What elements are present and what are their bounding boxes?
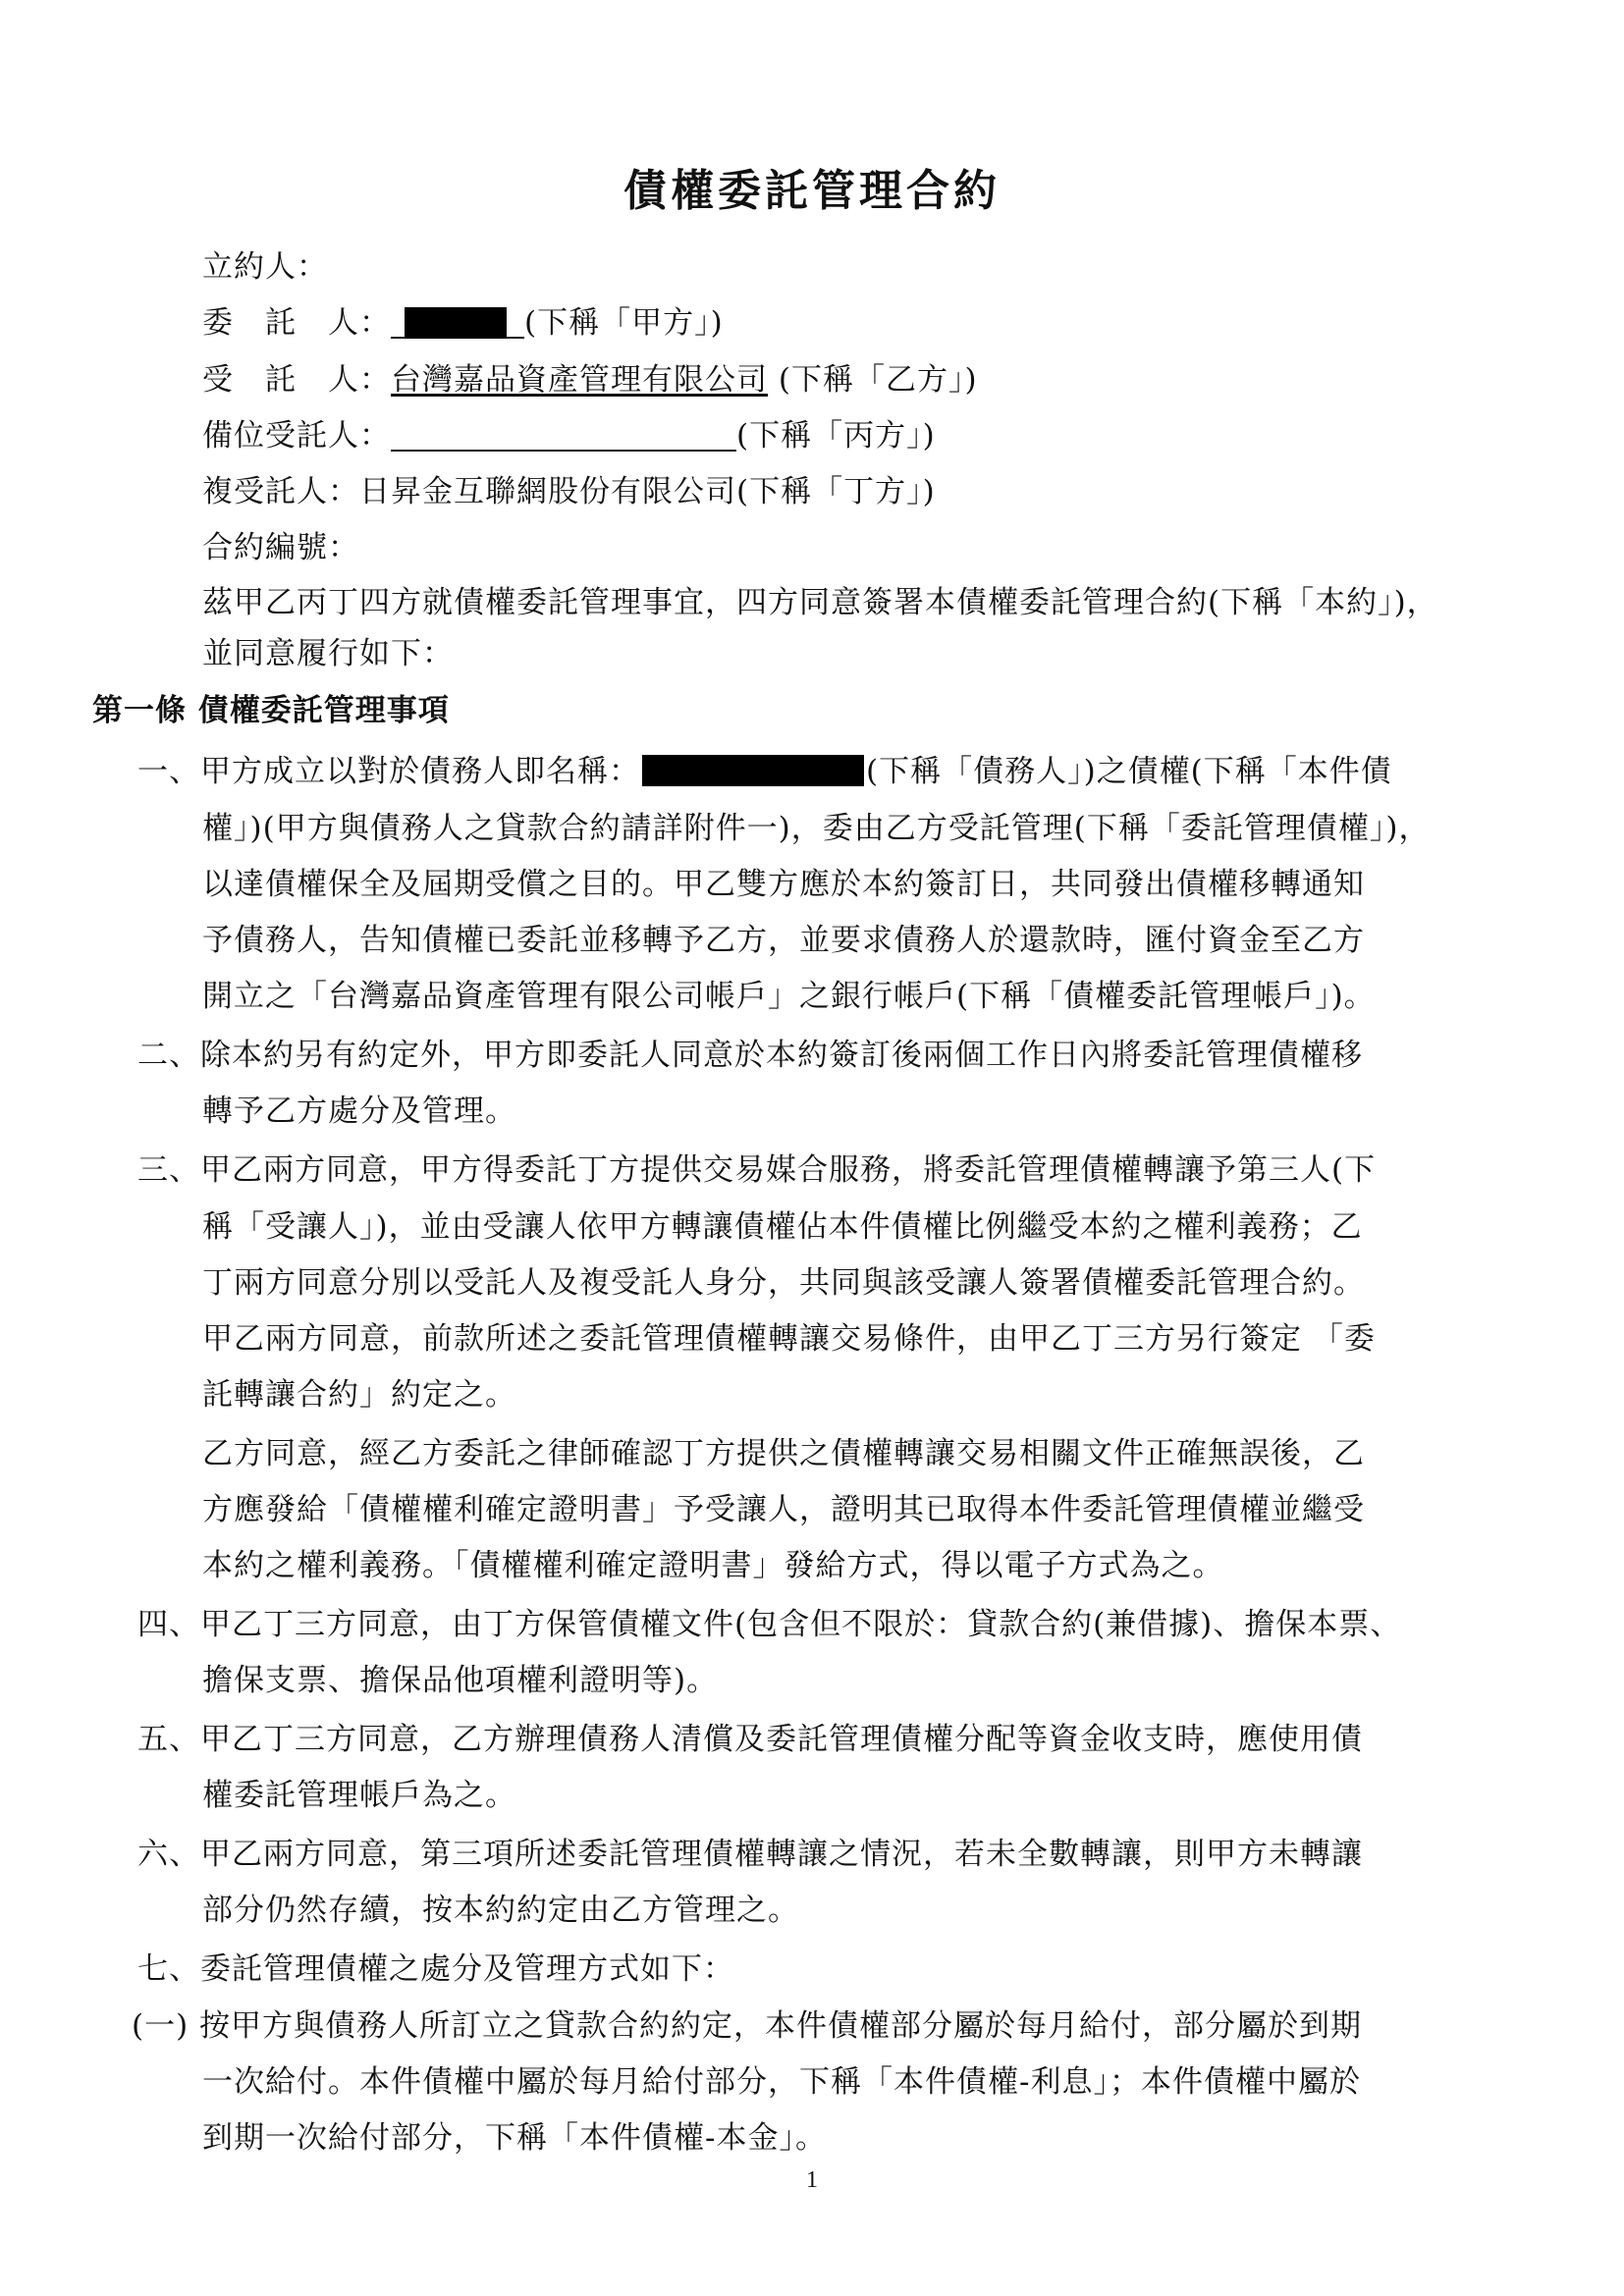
subtrustee-line: 複受託人：日昇金互聯網股份有限公司(下稱「丁方」) — [202, 474, 936, 509]
item-3-line: 乙方同意，經乙方委託之律師確認丁方提供之債權轉讓交易相關文件正確無誤後，乙 — [202, 1436, 1365, 1471]
trustee-line — [202, 354, 978, 399]
item-1-line: 以達債權保全及屆期受償之目的。甲乙雙方應於本約簽訂日，共同發出債權移轉通知 — [202, 867, 1365, 902]
item-7-line: 七、委託管理債權之處分及管理方式如下： — [137, 1951, 734, 1987]
item-3-line: 稱「受讓人」)，並由受讓人依甲方轉讓債權佔本件債權比例繼受本約之權利義務；乙 — [202, 1209, 1363, 1245]
article-heading: 第一條 債權委託管理事項 — [92, 693, 450, 728]
item-1-line — [137, 746, 1392, 790]
subitem-1-line: (一) 按甲方與債務人所訂立之貸款合約約定，本件債權部分屬於每月給付，部分屬於到期 — [132, 2008, 1363, 2044]
backup-trustee-suffix: (下稱「丙方」) — [736, 418, 936, 454]
item-1-line: 予債務人，告知債權已委託並移轉予乙方，並要求債務人於還款時，匯付資金至乙方 — [202, 923, 1365, 958]
redaction-block — [405, 307, 507, 339]
item-5-line: 五、甲乙丁三方同意，乙方辦理債務人清償及委託管理債權分配等資金收支時，應使用債 — [137, 1722, 1363, 1757]
backup-trustee-line — [202, 410, 936, 454]
page-number: 1 — [806, 2167, 818, 2193]
trustee-name: 台灣嘉品資產管理有限公司 — [391, 362, 768, 398]
subitem-1-line: 到期一次給付部分，下稱「本件債權-本金」。 — [202, 2120, 827, 2156]
item-3-line: 託轉讓合約」約定之。 — [202, 1377, 516, 1413]
parties-header: 立約人： — [202, 249, 328, 285]
item-2-line: 二、除本約另有約定外，甲方即委託人同意於本約簽訂後兩個工作日內將委託管理債權移 — [137, 1038, 1363, 1073]
item-6-line: 部分仍然存續，按本約約定由乙方管理之。 — [202, 1893, 799, 1928]
preamble-line: 茲甲乙丙丁四方就債權委託管理事宜，四方同意簽署本債權委託管理合約(下稱「本約」)， — [202, 585, 1438, 620]
preamble-line: 並同意履行如下： — [202, 636, 454, 671]
item-1-line: 權」)(甲方與債務人之貸款合約請詳附件一)，委由乙方受託管理(下稱「委託管理債權」)， — [202, 811, 1431, 846]
item-4-line: 擔保支票、擔保品他項權利證明等)。 — [202, 1663, 719, 1698]
item-1-lead: 一、甲方成立以對於債務人即名稱： — [137, 754, 640, 789]
entrustor-name-field — [391, 307, 524, 339]
item-1-line: 開立之「台灣嘉品資產管理有限公司帳戶」之銀行帳戶(下稱「債權委託管理帳戶」)。 — [202, 979, 1376, 1014]
item-2-line: 轉予乙方處分及管理。 — [202, 1094, 516, 1129]
backup-trustee-label: 備位受託人： — [202, 418, 391, 454]
item-3-line: 本約之權利義務。「債權權利確定證明書」發給方式，得以電子方式為之。 — [202, 1548, 1224, 1583]
trustee-label: 受 託 人： — [202, 362, 391, 398]
entrustor-label: 委 託 人： — [202, 305, 391, 341]
item-6-line: 六、甲乙兩方同意，第三項所述委託管理債權轉讓之情況，若未全數轉讓，則甲方未轉讓 — [137, 1837, 1363, 1872]
item-5-line: 權委託管理帳戶為之。 — [202, 1778, 516, 1813]
entrustor-line — [202, 297, 724, 342]
item-3-line: 甲乙兩方同意，前款所述之委託管理債權轉讓交易條件，由甲乙丁三方另行簽定 「委 — [202, 1321, 1376, 1357]
item-3-line: 方應發給「債權權利確定證明書」予受讓人，證明其已取得本件委託管理債權並繼受 — [202, 1492, 1365, 1527]
trustee-suffix: (下稱「乙方」) — [768, 362, 978, 398]
subitem-1-line: 一次給付。本件債權中屬於每月給付部分，下稱「本件債權-利息」；本件債權中屬於 — [202, 2064, 1361, 2100]
contract-number-label: 合約編號： — [202, 530, 359, 565]
item-4-line: 四、甲乙丁三方同意，由丁方保管債權文件(包含但不限於：貸款合約(兼借據)、擔保本票、 — [137, 1607, 1402, 1642]
item-3-line: 三、甲乙兩方同意，甲方得委託丁方提供交易媒合服務，將委託管理債權轉讓予第三人(下 — [137, 1152, 1377, 1188]
backup-trustee-blank — [391, 420, 736, 452]
item-1-after: (下稱「債務人」)之債權(下稱「本件債 — [866, 754, 1392, 789]
item-3-line: 丁兩方同意分別以受託人及複受託人身分，共同與該受讓人簽署債權委託管理合約。 — [202, 1265, 1365, 1301]
redaction-block — [642, 755, 864, 786]
document-title: 債權委託管理合約 — [623, 166, 1001, 216]
entrustor-suffix: (下稱「甲方」) — [524, 305, 724, 341]
